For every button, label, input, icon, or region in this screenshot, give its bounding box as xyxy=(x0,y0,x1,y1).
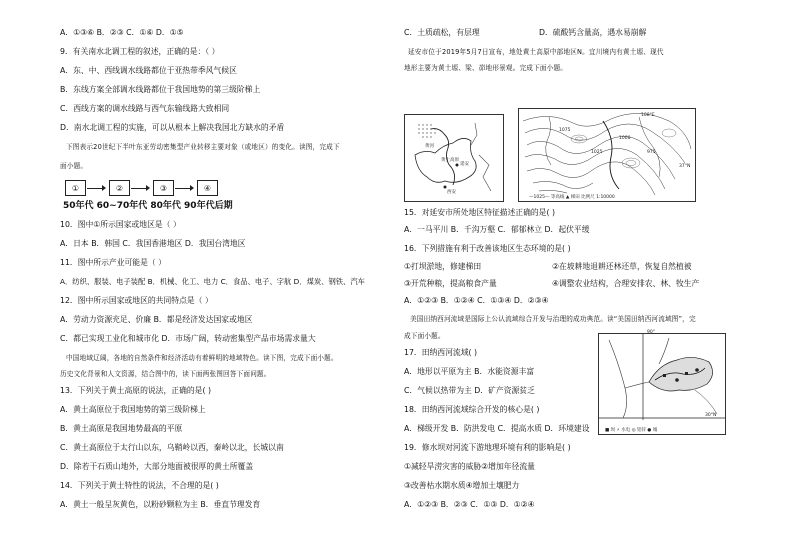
flow-arrow-icon xyxy=(130,183,153,193)
question-17: 17．田纳西河流域( ) xyxy=(404,348,478,357)
contour-longitude-label: 108°E xyxy=(641,113,655,118)
reading-intro-2-cont: 历史文化背景和人文资源，结合图中的，读下面两张图回答下面问题。 xyxy=(60,370,271,378)
question-17-option-cd: C．气候以热带为主 D．矿产资源贫乏 xyxy=(404,386,535,395)
contour-value-4: 975 xyxy=(647,150,656,155)
question-16-item-4: ④调整农业结构，合理安排农、林、牧生产 xyxy=(552,279,700,288)
flow-box-2: ② xyxy=(109,180,130,196)
question-16-item-3: ③开荒种粮，提高粮食产量 xyxy=(404,279,497,288)
flow-era-labels: 50年代 60~70年代 80年代 90年代后期 xyxy=(63,201,233,211)
tennessee-longitude-label: 90° xyxy=(647,330,655,335)
yanan-city-marker xyxy=(456,164,459,167)
question-14: 14．下列关于黄土特性的说法，不合理的是( ) xyxy=(60,481,219,490)
question-19-options: A．①②③ B．②③ C．①③ D．①②④ xyxy=(404,500,535,509)
question-9-option-d: D．南水北调工程的实施，可以从根本上解决我国北方缺水的矛盾 xyxy=(60,123,285,132)
flow-box-1: ① xyxy=(65,180,86,196)
answer-options-line: A．①③⑥ B．②③ C．①⑥ D．①⑤ xyxy=(60,28,184,37)
question-9: 9．有关南水北调工程的叙述，正确的是：（ ） xyxy=(60,47,220,56)
loess-plateau-location-map xyxy=(404,114,504,202)
contour-value-3: 1000 xyxy=(619,136,631,141)
question-14-option-ab: A．黄土一般呈灰黄色，以粉砂颗粒为主 B．垂直节理发育 xyxy=(60,500,261,509)
flow-arrow-icon xyxy=(86,183,109,193)
reading-intro-4: 美国田纳西河流域是国际上公认流域综合开发与治理的成功典范。读“美国田纳西河流域图”，完 xyxy=(410,315,696,323)
question-9-option-b: B．东线方案全部调水线路都位于我国地势的第三级阶梯上 xyxy=(60,85,261,94)
question-14-option-d: D．硫酸钙含量高，遇水易崩解 xyxy=(539,28,647,37)
tennessee-latitude-label: 30°N xyxy=(705,413,717,418)
reading-intro-1-cont: 面小题。 xyxy=(60,162,88,170)
question-19: 19．修水坝对河流下游地理环境有利的影响是( ) xyxy=(404,443,571,452)
question-13-option-b: B．黄土高原是我国地势最高的平原 xyxy=(60,424,183,433)
question-15: 15．对延安市所处地区特征描述正确的是( ) xyxy=(404,208,556,217)
question-13-option-d: D．除若干石质山地外，大部分地面被很厚的黄土所覆盖 xyxy=(60,462,254,471)
yanan-contour-map xyxy=(518,108,696,202)
flow-box-4: ④ xyxy=(197,180,218,196)
tennessee-map-legend: ■ 坝 ⚡ 水电 ◎ 铝锌 ● 城 xyxy=(605,428,658,433)
contour-value-1: 1075 xyxy=(559,128,571,133)
question-18-options: A．梯级开发 B．防洪发电 C．提高水质 D．环境建设 xyxy=(404,424,590,433)
question-16-item-1: ①打坝淤地，修建梯田 xyxy=(404,262,482,271)
reading-intro-3-cont: 地形主要为黄土塬、梁、峁地形景观。完成下面小题。 xyxy=(404,64,568,72)
question-12-option-ab: A．劳动力资源充足、价廉 B．都是经济发达国家或地区 xyxy=(60,315,253,324)
question-12-option-cd: C．都已实现工业化和城市化 D．市场广阔，转动密集型产品市场需求量大 xyxy=(60,334,316,343)
question-18: 18．田纳西河流域综合开发的核心是( ) xyxy=(404,405,540,414)
question-13-option-a: A．黄土高原位于我国地势的第三级阶梯上 xyxy=(60,405,206,414)
flow-arrow-icon xyxy=(174,183,197,193)
question-11-options: A．纺织、服装、电子装配 B．机械、化工、电力 C．食品、电子、字航 D．煤炭、钢铁、汽车 xyxy=(60,277,365,286)
reading-intro-2: 中国地域辽阔，各地的自然条件和经济活动有着鲜明的地域特色。读下图，完成下面小题。 xyxy=(66,354,338,362)
question-16: 16．下列措施有利于改善该地区生态环境的是( ) xyxy=(404,244,571,253)
question-19-items-3-4: ③改善枯水期水质④增加土壤肥力 xyxy=(404,481,520,490)
question-10: 10．图中①所示国家或地区是（ ） xyxy=(60,220,181,229)
yellow-river-label: 黄河 xyxy=(425,144,434,149)
question-19-items-1-2: ①减轻旱涝灾害的威胁②增加年径流量 xyxy=(404,462,535,471)
question-13-option-c: C．黄土高原位于太行山以东，乌鞘岭以西，秦岭以北，长城以南 xyxy=(60,443,284,452)
loess-plateau-map-svg xyxy=(405,115,503,201)
tennessee-basin-map xyxy=(598,330,726,435)
question-16-options: A．①②③ B．①②④ C．①③④ D．②③④ xyxy=(404,296,549,305)
question-12: 12．图中所示国家或地区的共同特点是（ ） xyxy=(60,296,213,305)
question-13: 13．下列关于黄土高原的说法，正确的是( ) xyxy=(60,386,212,395)
question-14-option-c: C．土质疏松，有层理 xyxy=(404,28,480,37)
contour-map-legend: —1025— 等高线 ▲ 梯田 比例尺 1:10000 xyxy=(529,195,615,200)
question-9-option-a: A．东、中、西线调水线路都位于亚热带季风气候区 xyxy=(60,66,237,75)
transfer-flow-diagram xyxy=(65,180,218,196)
contour-value-2: 1025 xyxy=(591,150,603,155)
contour-latitude-label: 37°N xyxy=(679,164,691,169)
reading-intro-3: 延安市位于2019年5月7日宣布，地处黄土高原中部地区N。宜川境内有黄土塬、现代 xyxy=(408,48,664,56)
question-10-options: A．日本 B．韩国 C．我国香港地区 D．我国台湾地区 xyxy=(60,239,246,248)
reading-intro-1: 下图表示20世纪下半叶东亚劳动密集型产业转移主要对象（或地区）的变化。读图，完成下 xyxy=(66,143,340,151)
question-15-options: A．一马平川 B．千沟万壑 C．郁郁林立 D．起伏平缓 xyxy=(404,225,590,234)
question-16-item-2: ②在坡耕地退耕还林还草，恢复自然植被 xyxy=(552,262,692,271)
reading-intro-4-cont: 成下面小题。 xyxy=(404,332,445,340)
question-17-option-ab: A．地形以平原为主 B．水能资源丰富 xyxy=(404,367,535,376)
xian-city-marker xyxy=(444,186,447,189)
contour-map-svg xyxy=(519,109,695,201)
xian-label: 西安 xyxy=(447,190,456,195)
tennessee-map-svg xyxy=(599,330,725,434)
question-9-option-c: C．西线方案的调水线路与西气东输线路大致相同 xyxy=(60,104,230,113)
question-11: 11．图中所示产业可能是（ ） xyxy=(60,258,166,267)
loess-plateau-label: 黄土高原 xyxy=(441,158,459,163)
yanan-label: 延安 xyxy=(460,162,469,167)
flow-box-3: ③ xyxy=(153,180,174,196)
